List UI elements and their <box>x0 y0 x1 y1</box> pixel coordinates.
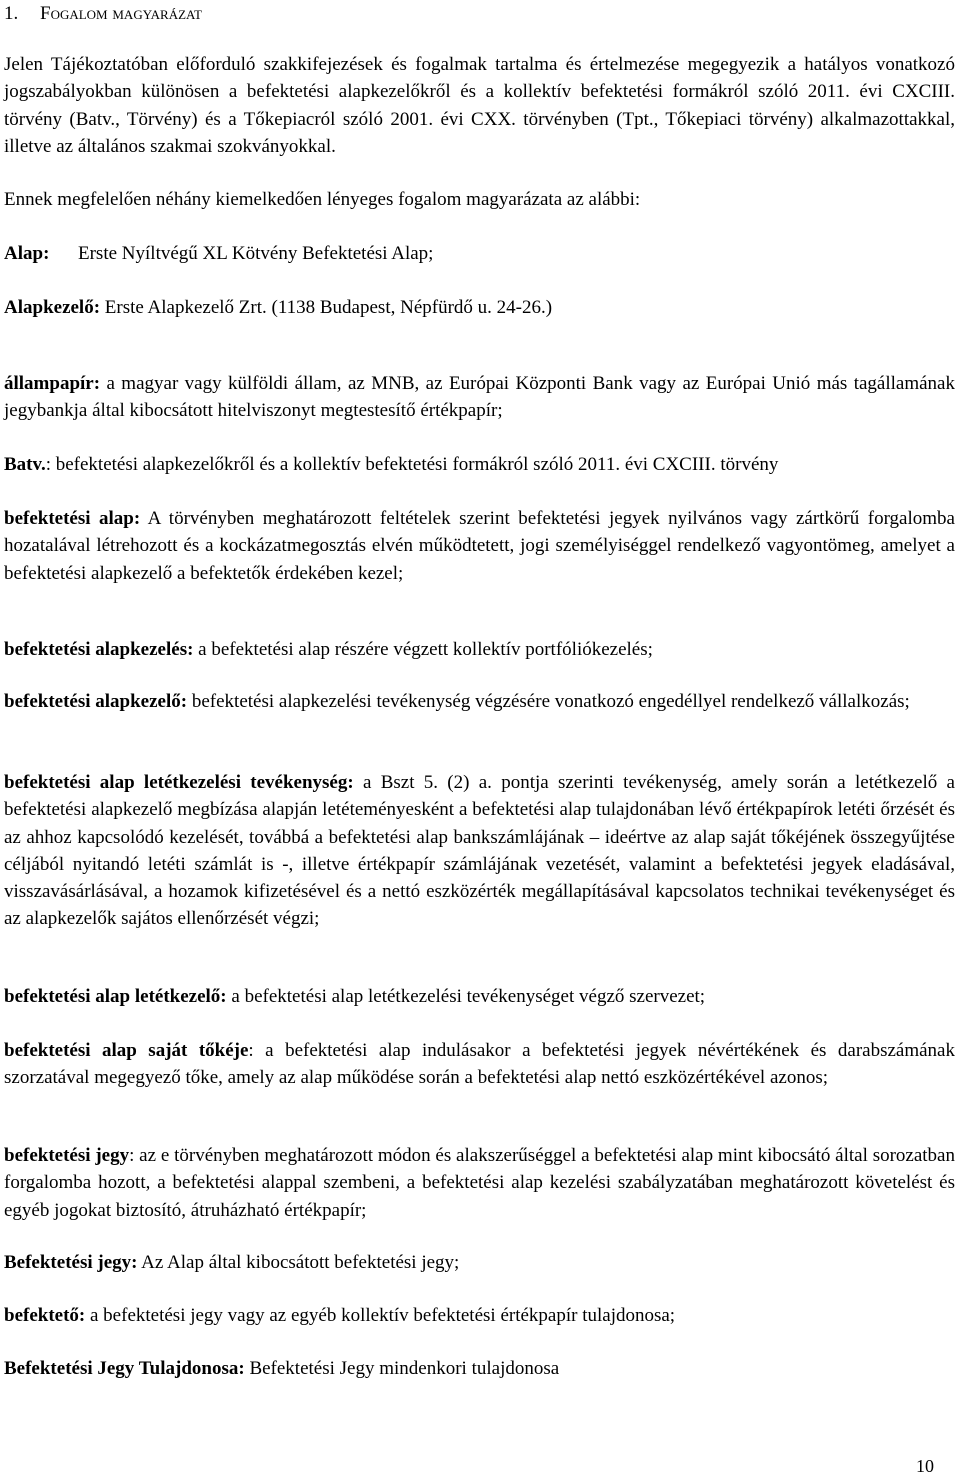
intro-paragraph: Jelen Tájékoztatóban előforduló szakkifejezések és fogalmak tartalma és értelmezése megegyezik a hatályos vonatkozó jogszabályokban különösen a befektetési alapkezelőkről és a kollektív befektetési formákról szóló 2011. évi CXCIII. törvény (Batv., Törvény) és a Tőkepiacról szóló 2001. évi CXX. törvényben (Tpt., Tőkepiaci törvény) alkalmazottakkal, illetve az általános szakmai szokványokkal. <box>4 54 955 157</box>
definition-text: Erste Nyíltvégű XL Kötvény Befektetési Alap; <box>78 243 434 264</box>
definition-term: Batv. <box>4 454 46 475</box>
definition-term: befektetési alapkezelés: <box>4 639 194 660</box>
definition-allampapir <box>4 370 955 425</box>
definition-text: a befektetési alap részére végzett kollektív portfóliókezelés; <box>193 639 653 660</box>
definition-befektetesi-jegy-alap <box>4 1249 955 1276</box>
definition-jegy-tulajdonosa <box>4 1355 955 1382</box>
definition-term: befektetési alap saját tőkéje <box>4 1040 249 1061</box>
definition-term: Alapkezelő: <box>4 297 101 318</box>
definition-text: a magyar vagy külföldi állam, az MNB, az Európai Központi Bank vagy az Európai Unió más tagállamának jegybankja által kibocsátott hitelviszonyt megtestesítő értékpapír; <box>4 373 955 422</box>
definition-befektetesi-jegy <box>4 1142 955 1224</box>
definition-text: : befektetési alapkezelőkről és a kollektív befektetési formákról szóló 2011. évi CXCIII. törvény <box>45 454 779 475</box>
definition-text: befektetési alapkezelési tevékenység végzésére vonatkozó engedéllyel rendelkező vállalkozás; <box>187 691 910 712</box>
section-number: 1. <box>4 3 19 24</box>
definition-befekteto <box>4 1302 955 1329</box>
definition-term: befektető: <box>4 1305 86 1326</box>
section-heading <box>4 2 202 26</box>
definition-term: befektetési alap letétkezelő: <box>4 986 227 1007</box>
definition-letetkezelesi-tevekenyseg <box>4 769 955 933</box>
definition-term: Befektetési Jegy Tulajdonosa: <box>4 1358 245 1379</box>
definition-text: a befektetési jegy vagy az egyéb kollektív befektetési értékpapír tulajdonosa; <box>85 1305 676 1326</box>
definition-term: befektetési alap letétkezelési tevékenység: <box>4 772 354 793</box>
definition-term: Alap: <box>4 243 50 264</box>
definition-sajat-toke <box>4 1037 955 1092</box>
definition-text: : a befektetési alap indulásakor a befektetési jegyek névértékének és darabszámának szorzatával megegyező tőke, amely az alap működése során a befektetési alap nettó eszközértékével azonos; <box>4 1040 955 1089</box>
definition-term: állampapír: <box>4 373 101 394</box>
definition-alap <box>4 240 955 267</box>
definition-text: Az Alap által kibocsátott befektetési jegy; <box>137 1252 460 1273</box>
definition-text: A törvényben meghatározott feltételek szerint befektetési jegyek nyilvános vagy zártkörű forgalomba hozatalával létrehozott és a kockázatmegosztás elvén működtetett, jogi személyiséggel rendelkező vagyontömeg, amelyet a befektetési alapkezelő a befektetők érdekében kezel; <box>4 508 955 584</box>
definition-term: Befektetési jegy: <box>4 1252 138 1273</box>
definition-text: Befektetési Jegy mindenkori tulajdonosa <box>244 1358 560 1379</box>
definition-text: a Bszt 5. (2) a. pontja szerinti tevékenység, amely során a letétkezelő a befektetési alapkezelő megbízása alapján letéteményesként a befektetési alap tulajdonában lévő értékpapírok letéti őrzését és az ahhoz kapcsolódó kezelését, továbbá a befektetési alap bankszámlájának – ideértve az alap saját tőkéjének összegyűjtése céljából nyitandó letéti számlát is -, illetve értékpapír számlájának vezetését, valamint a befektetési jegyek eladásával, visszavásárlásával, a hozamok kifizetésével és a nettó eszközérték megállapításával kapcsolatos technikai tevékenységet és az alapkezelők sajátos ellenőrzését végzi; <box>4 772 955 930</box>
section-title: Fogalom magyarázat <box>40 3 202 24</box>
definition-term: befektetési jegy <box>4 1145 130 1166</box>
definition-text: Erste Alapkezelő Zrt. (1138 Budapest, Népfürdő u. 24-26.) <box>100 297 553 318</box>
page-number: 10 <box>916 1456 934 1476</box>
definition-batv <box>4 451 955 478</box>
definition-alapkezelo <box>4 294 955 321</box>
definition-text: a befektetési alap letétkezelési tevékenységet végző szervezet; <box>226 986 706 1007</box>
lead-paragraph: Ennek megfelelően néhány kiemelkedően lényeges fogalom magyarázata az alábbi: <box>4 189 641 210</box>
definition-text: : az e törvényben meghatározott módon és alakszerűséggel a befektetési alap mint kibocsátó által sorozatban forgalomba hozott, a befektetési alappal szembeni, a befektetési alap kezelési szabályzatában meghatározott követelést és egyéb jogokat biztosító, átruházható értékpapír; <box>4 1145 955 1221</box>
definition-term: befektetési alapkezelő: <box>4 691 188 712</box>
definition-alapkezeles <box>4 636 955 663</box>
definition-term: befektetési alap: <box>4 508 141 529</box>
definition-alapkezelo-vallalkozas <box>4 688 955 715</box>
definition-befektetesi-alap <box>4 505 955 587</box>
definition-letetkezelo <box>4 983 955 1010</box>
